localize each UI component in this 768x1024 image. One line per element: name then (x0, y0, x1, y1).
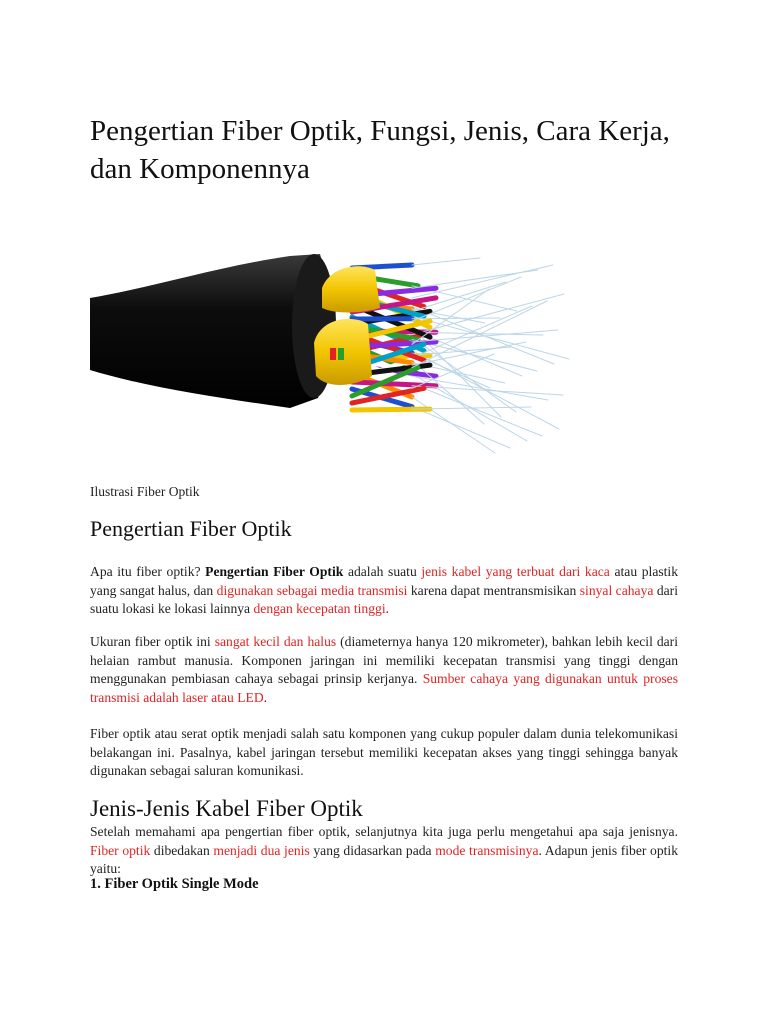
text-run: . (385, 601, 389, 617)
subheading-single-mode: 1. Fiber Optik Single Mode (90, 876, 259, 892)
text-run: atau plastik yang sangat halus, dan (90, 564, 678, 598)
text-run: Fiber optik atau serat optik menjadi salah satu komponen yang cukup populer dalam dunia telekomunikasi belakangan ini. Pasalnya, kabel jaringan tersebut memiliki kecepatan akses yang tinggi sehingga banyak digunakan sebagai saluran komunikasi. (90, 726, 678, 779)
image-caption: Ilustrasi Fiber Optik (90, 484, 200, 499)
highlighted-phrase: sinyal cahaya (579, 582, 654, 598)
paragraph-types-intro (90, 823, 678, 879)
text-run: dari suatu lokasi ke lokasi lainnya (90, 582, 678, 617)
fiber-core (412, 318, 500, 319)
highlighted-phrase: jenis kabel yang terbuat dari kaca (421, 564, 610, 579)
article-title: Pengertian Fiber Optik, Fungsi, Jenis, Cara Kerja, dan Komponennya (90, 115, 670, 185)
fiber-core (412, 316, 569, 359)
highlighted-phrase: sangat kecil dan halus (214, 634, 337, 649)
paragraph-definition (90, 563, 678, 619)
highlighted-phrase: Fiber optik (90, 842, 151, 858)
text-run: adalah suatu (343, 564, 422, 579)
text-run: karena dapat mentransmisikan (407, 582, 580, 598)
section-heading-pengertian: Pengertian Fiber Optik (90, 516, 292, 541)
paragraph-size (90, 633, 678, 707)
text-run: yang didasarkan pada (309, 842, 436, 858)
text-run: Apa itu fiber optik? (90, 564, 206, 579)
text-run: . Adapun jenis fiber optik yaitu: (90, 842, 678, 877)
section-heading-jenis: Jenis-Jenis Kabel Fiber Optik (90, 796, 363, 821)
text-run: Setelah memahami apa pengertian fiber optik, selanjutnya kita juga perlu mengetahui apa saja jenisnya. (90, 824, 678, 839)
fiber-core (412, 407, 510, 448)
highlighted-phrase: digunakan sebagai media transmisi (216, 582, 408, 598)
fiber-optic-cable-illustration (90, 248, 580, 468)
fiber-core (412, 258, 480, 265)
text-run: . (263, 689, 268, 705)
highlighted-phrase: mode transmisinya (435, 842, 539, 858)
highlighted-phrase: dengan kecepatan tinggi (253, 601, 386, 617)
highlighted-phrase: Sumber cahaya yang digunakan untuk proses transmisi adalah laser atau LED (90, 671, 678, 705)
bold-term: Pengertian Fiber Optik (205, 564, 344, 579)
paragraph-popularity (90, 725, 678, 781)
highlighted-phrase: menjadi dua jenis (213, 842, 310, 858)
fiber-core (412, 397, 495, 453)
text-run: Ukuran fiber optik ini (90, 634, 215, 649)
text-run: (diameternya hanya 120 mikrometer), bahkan lebih kecil dari helaian rambut manusia. Komponen jaringan ini memiliki kecepatan transmisi yang tinggi dengan menggunakan pembiasan cahaya sebagai prinsip kerjanya. (90, 634, 678, 687)
text-run: dibedakan (150, 842, 214, 858)
